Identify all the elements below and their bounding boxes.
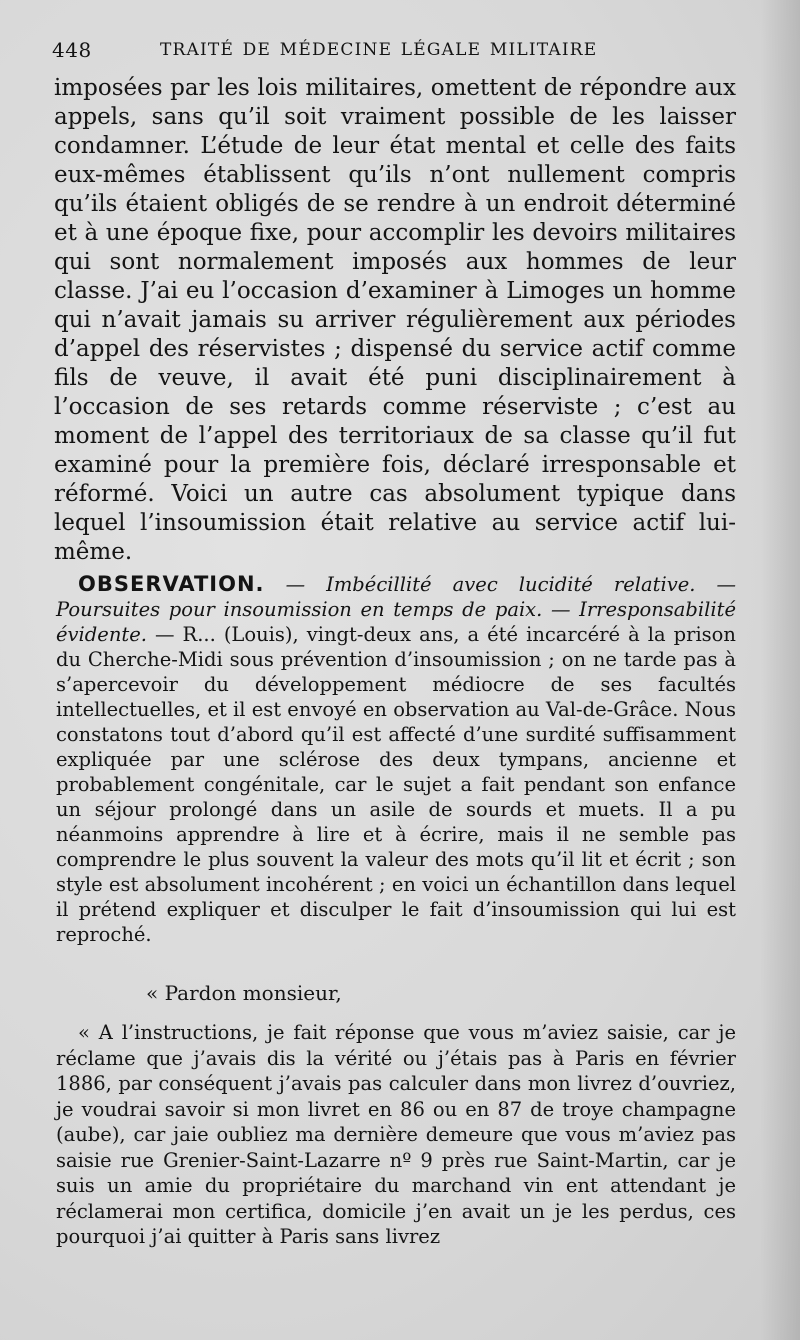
observation-label: OBSERVATION. [78,572,265,596]
page-number: 448 [52,38,92,62]
observation-text: — R... (Louis), vingt-deux ans, a été incarcéré à la prison du Cherche-Midi sous prévention d’insoumission ; on ne tarde pas à s’apercevoir du développement médiocre de ses facultés intellectuelles, et il est envoyé en observation au Val-de-Grâce. Nous constatons tout d’abord qu’il est affecté d’une surdité suffisamment expliquée par une sclérose des deux tympans, ancienne et probablement congénitale, car le sujet a fait pendant son enfance un séjour prolongé dans un asile de sourds et muets. Il a pu néanmoins apprendre à lire et à écrire, mais il ne semble pas comprendre le plus souvent la valeur des mots qu’il lit et écrit ; son style est absolument incohérent ; en voici un échantillon dans lequel il prétend expliquer et disculper le fait d’insoumission qui lui est reproché. [56,623,736,946]
letter-salutation: « Pardon monsieur, [146,981,342,1005]
observation-section [56,572,736,947]
page-header [52,38,732,64]
body-paragraph: imposées par les lois militaires, omettent de répondre aux appels, sans qu’il soit vraiment possible de les laisser condamner. L’étude de leur état mental et celle des faits eux-mêmes établissent qu’ils n’ont nullement compris qu’ils étaient obligés de se rendre à un endroit déterminé et à une époque fixe, pour accomplir les devoirs militaires qui sont normalement imposés aux hommes de leur classe. J’ai eu l’occasion d’examiner à Limoges un homme qui n’avait jamais su arriver régulièrement aux périodes d’appel des réservistes ; dispensé du service actif comme fils de veuve, il avait été puni disciplinairement à l’occasion de ses retards comme réserviste ; c’est au moment de l’appel des territoriaux de sa classe qu’il fut examiné pour la première fois, déclaré irresponsable et réformé. Voici un autre cas absolument typique dans lequel l’insoumission était relative au service actif lui-même. [54,75,736,565]
letter-text: « A l’instructions, je fait réponse que vous m’aviez saisie, car je réclame que j’avais dis la vérité ou j’étais pas à Paris en février 1886, par conséquent j’avais pas calculer dans mon livrez d’ouvriez, je voudrai savoir si mon livret en 86 ou en 87 de troye champagne (aube), car jaie oubliez ma dernière demeure que vous m’aviez pas saisie rue Grenier-Saint-Lazarre nº 9 près rue Saint-Martin, car je suis un amie du propriétaire du marchand vin ent attendant je réclamerai mon certifica, domicile j’en avait un je les perdus, ces pourquoi j’ai quitter à Paris sans livrez [56,1021,736,1248]
letter-block [56,1020,736,1250]
observation-heading: — Imbécillité avec lucidité relative. — Poursuites pour insoumission en temps de paix. — Irresponsabilité évidente. [56,573,737,646]
observation-paragraph [56,572,736,947]
running-title: TRAITÉ DE MÉDECINE LÉGALE MILITAIRE [160,40,598,60]
body-paragraph-block [54,74,736,567]
